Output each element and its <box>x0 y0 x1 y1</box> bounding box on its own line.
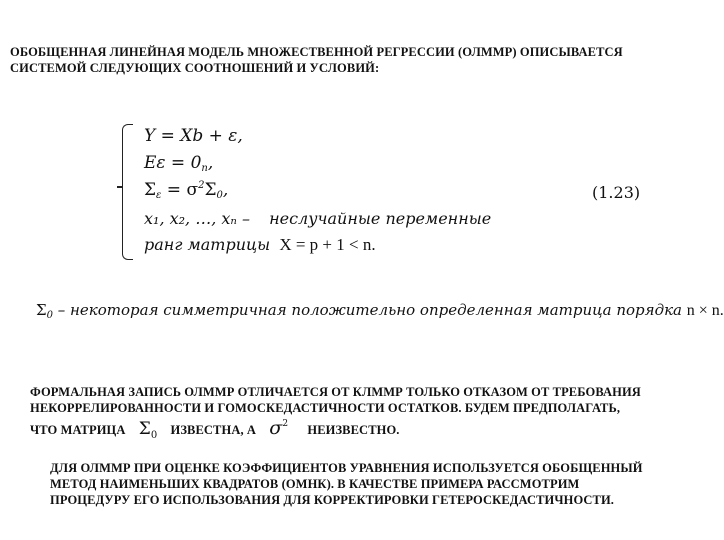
intro-line-2: СИСТЕМОЙ СЛЕДУЮЩИХ СООТНОШЕНИЙ И УСЛОВИЙ: <box>10 61 380 75</box>
eq3-sub0: 0 <box>216 190 223 201</box>
para2-line-3 <box>30 416 641 441</box>
equation-model: Y = Xb + ε, <box>144 126 243 146</box>
equation-covariance <box>144 180 228 201</box>
eq3-sup: 2 <box>198 180 205 191</box>
eq4-text: неслучайные переменные <box>269 209 492 228</box>
intro-line-1: ОБОБЩЕННАЯ ЛИНЕЙНАЯ МОДЕЛЬ МНОЖЕСТВЕННОЙ РЕГРЕССИИ (ОЛММР) ОПИСЫВАЕТСЯ <box>10 45 623 59</box>
def-sigma: Σ <box>36 301 47 319</box>
para2-sigma: Σ <box>138 419 151 439</box>
para2-line-1: ФОРМАЛЬНАЯ ЗАПИСЬ ОЛММР ОТЛИЧАЕТСЯ ОТ КЛММР ТОЛЬКО ОТКАЗОМ ОТ ТРЕБОВАНИЯ <box>30 385 641 399</box>
eq5-text: ранг матрицы <box>144 235 271 254</box>
eq3-mid: = σ <box>161 180 199 200</box>
para2-sigma2: σ <box>269 417 283 439</box>
eq3-tail: , <box>222 180 229 200</box>
para2-line-2: НЕКОРРЕЛИРОВАННОСТИ И ГОМОСКЕДАСТИЧНОСТИ ОСТАТКОВ. БУДЕМ ПРЕДПОЛАГАТЬ, <box>30 401 621 415</box>
eq2-sub: n <box>201 163 208 174</box>
eq3-sub: ε <box>156 190 162 201</box>
equation-number: (1.23) <box>592 183 641 202</box>
equation-regressors <box>144 209 491 228</box>
paragraph-3 <box>50 460 643 508</box>
eq5-math: X = p + 1 < n. <box>279 235 376 254</box>
para2-text-c: НЕИЗВЕСТНО. <box>307 423 400 437</box>
eq3-sigma: Σ <box>144 180 157 200</box>
eq3-sigma-zero: Σ <box>204 180 217 200</box>
para3-line-1: ДЛЯ ОЛММР ПРИ ОЦЕНКЕ КОЭФФИЦИЕНТОВ УРАВНЕНИЯ ИСПОЛЬЗУЕТСЯ ОБОБЩЕННЫЙ <box>50 461 643 475</box>
system-brace-tip <box>117 186 123 188</box>
eq2-lhs: Eε = 0 <box>144 153 202 173</box>
equation-rank <box>144 235 376 255</box>
para2-text-b: ИЗВЕСТНА, А <box>170 423 257 437</box>
equation-error-mean <box>144 153 213 174</box>
para2-text-a: ЧТО МАТРИЦА <box>30 423 126 437</box>
paragraph-2 <box>30 384 641 441</box>
para3-line-3: ПРОЦЕДУРУ ЕГО ИСПОЛЬЗОВАНИЯ ДЛЯ КОРРЕКТИРОВКИ ГЕТЕРОСКЕДАСТИЧНОСТИ. <box>50 493 615 507</box>
def-text: – некоторая симметричная положительно определенная матрица порядка <box>57 301 682 319</box>
def-order: n × n. <box>686 302 724 319</box>
definition-line <box>36 301 724 321</box>
def-sub: 0 <box>46 310 53 321</box>
intro-paragraph <box>10 44 623 76</box>
system-brace <box>122 124 133 260</box>
para2-sigma2-sup: 2 <box>282 419 289 429</box>
eq2-tail: , <box>207 153 214 173</box>
para3-line-2: МЕТОД НАИМЕНЬШИХ КВАДРАТОВ (ОМНК). В КАЧЕСТВЕ ПРИМЕРА РАССМОТРИМ <box>50 477 580 491</box>
eq4-vars: x₁, x₂, …, xₙ – <box>144 209 250 228</box>
para2-sigma-sub: 0 <box>150 430 158 441</box>
